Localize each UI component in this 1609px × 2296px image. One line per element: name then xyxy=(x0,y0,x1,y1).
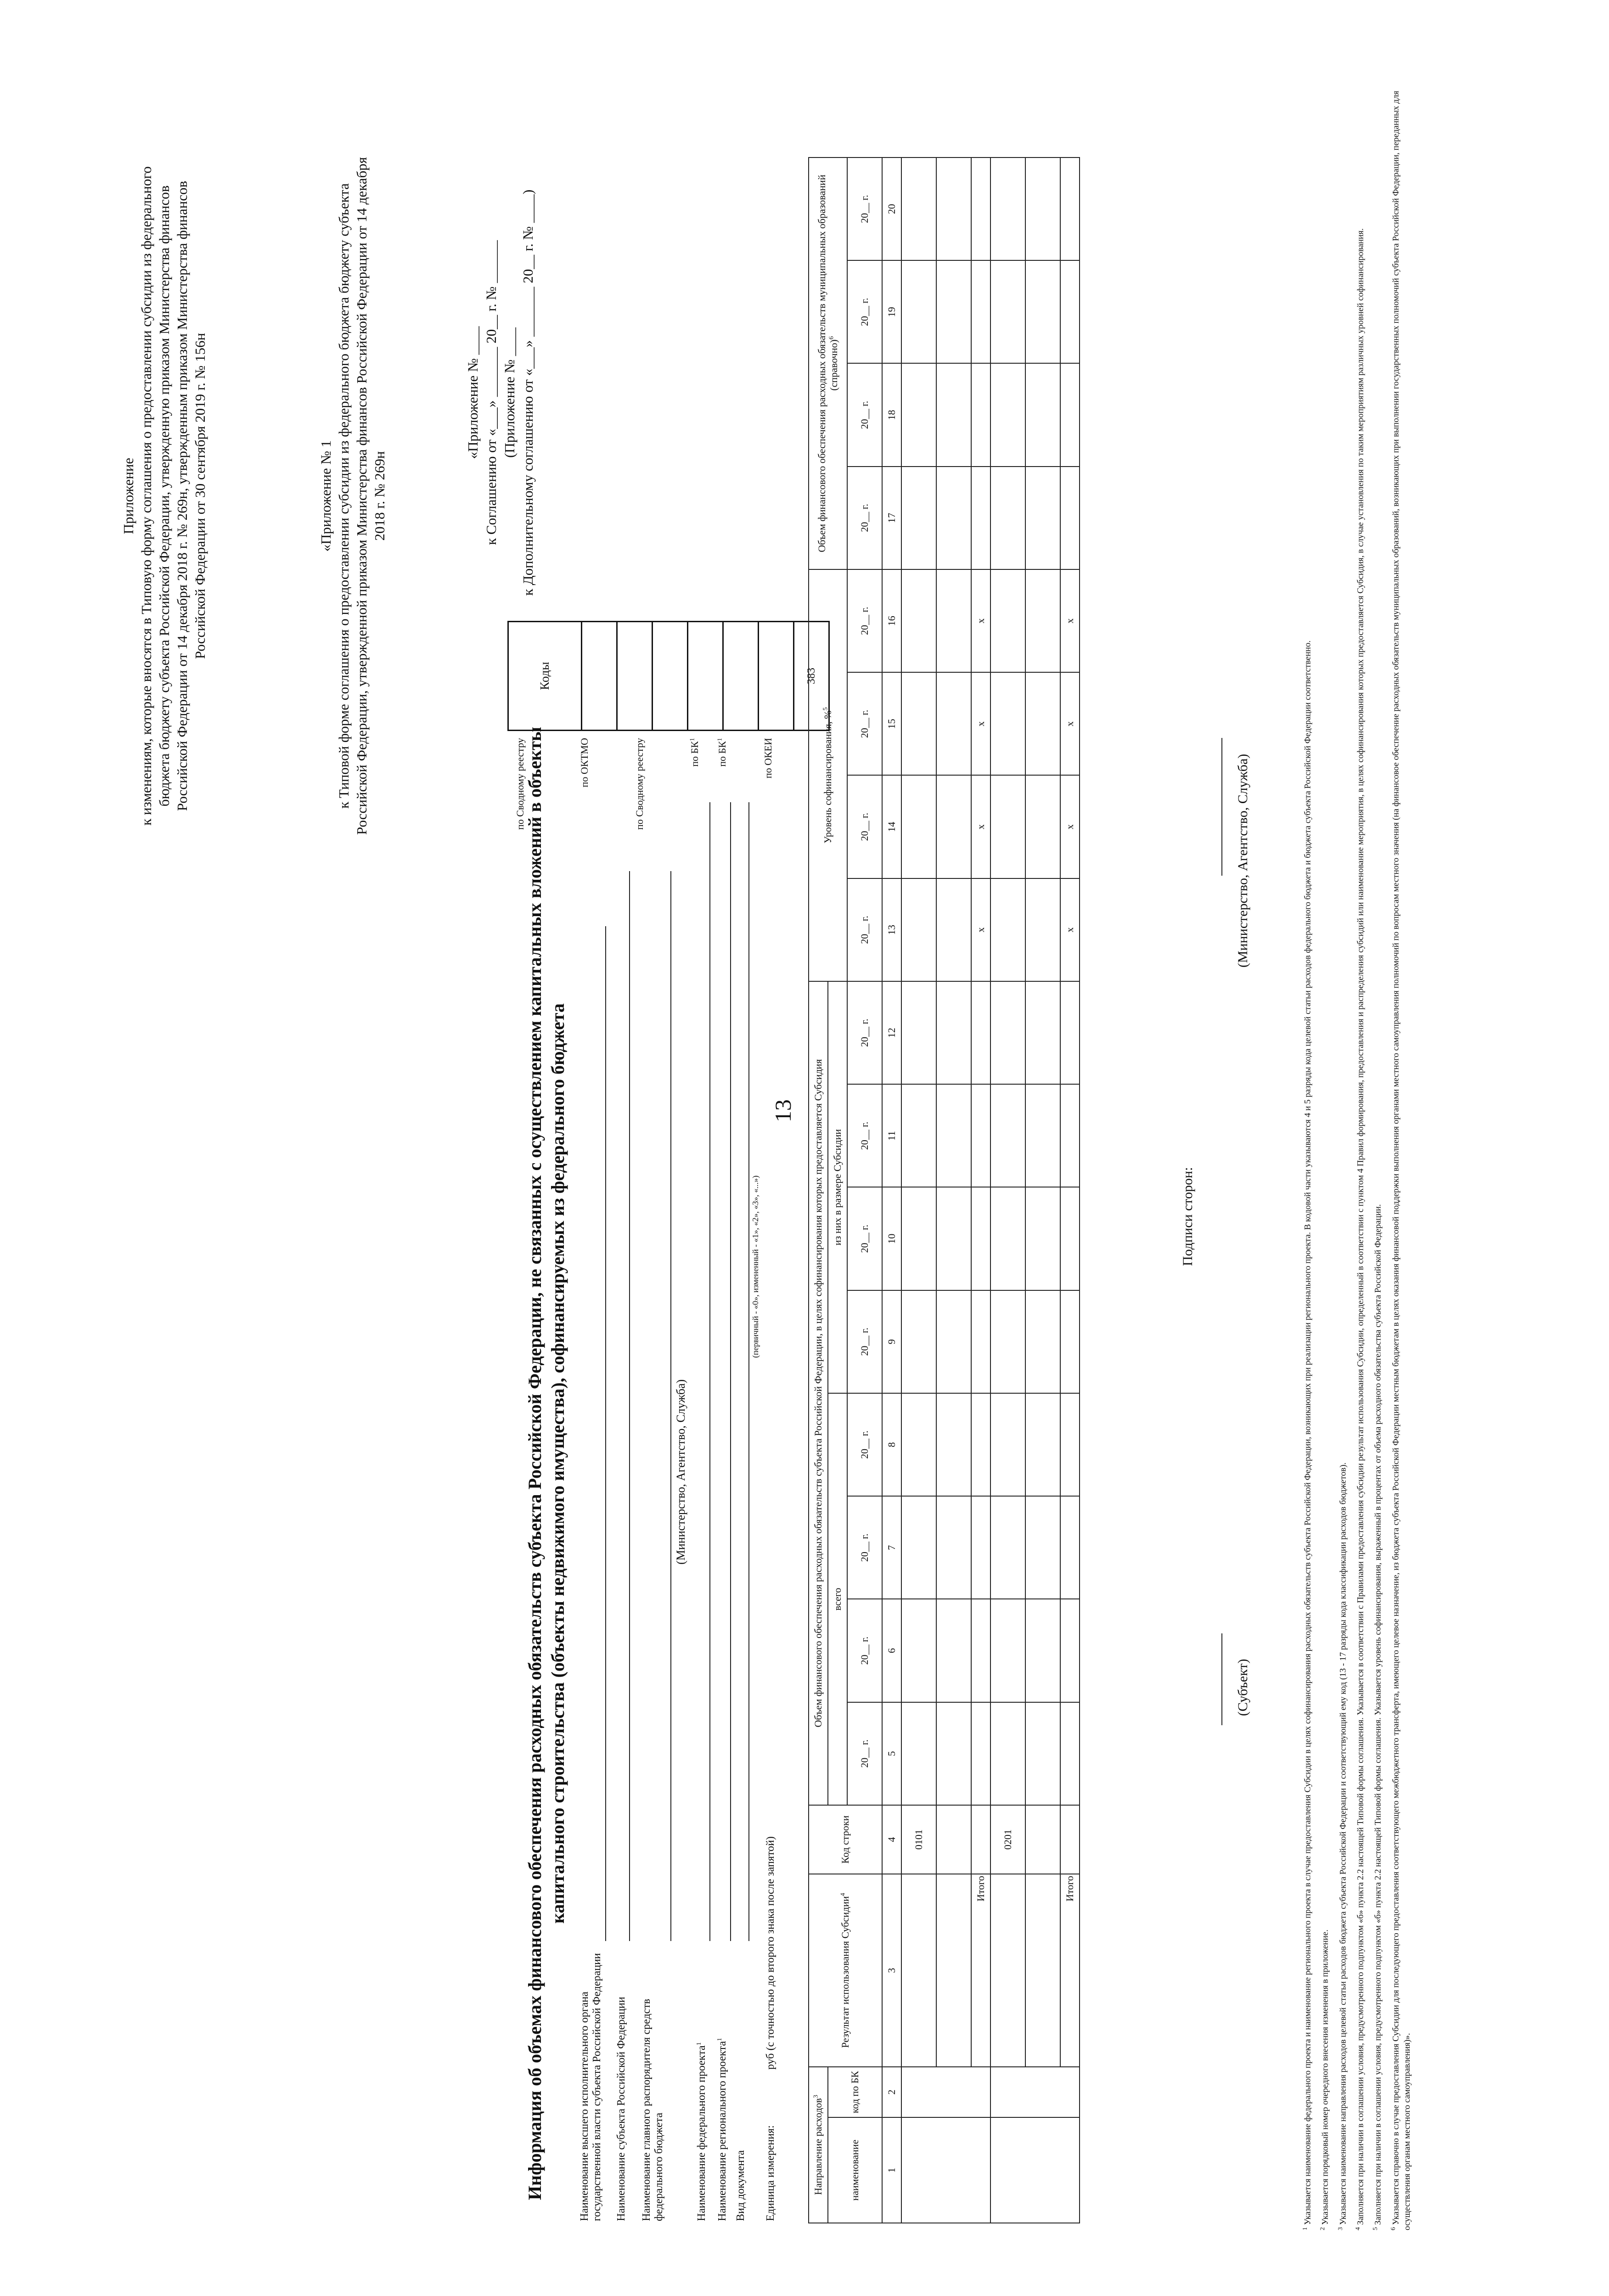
footnote: $^6$ Указывается справочно в случае предоставления Субсидии для последующего предоставления соответствующего межбюджетного трансферта, имеющего целевое назначение, из бюджета субъекта Российской Федерации местным бюджетам в целях оказания финансовой поддержки выполнения органами местного самоуправления полномочий по вопросам местного значения (на финансовое обеспечение расходных обязательств муниципальных образований, возникающих при выполнении государственных полномочий субъекта Российской Федерации, переданных для осуществления органам местного самоуправления)». xyxy=(1390,90,1412,2230)
appendix1-title: «Приложение № 1 xyxy=(318,440,334,552)
field-regional-project: Наименование регионального проекта$^1$ xyxy=(716,2037,728,2221)
cell-x: x xyxy=(971,672,990,775)
agreement-refs xyxy=(464,174,537,611)
appendix-text: к изменениям, которые вносятся в Типовую форму соглашения о предоставлении субсидии из федерального бюджета бюджету субъекта Российской Федерации, утвержденную приказом Министерства финансов Российской Федерации от 14 декабря 2018 г. № 269н, утвержденным приказом Министерства финансов Российской Федерации от 30 сентября 2019 г. № 156н xyxy=(138,166,208,826)
th-level: Уровень софинансирования, %$^5$ xyxy=(809,569,847,981)
cell-row-code xyxy=(1060,1805,1080,1874)
cell-result xyxy=(901,1874,936,2067)
col-num: 16 xyxy=(882,569,901,672)
th-year: 20__ г. xyxy=(847,1393,882,1496)
field-main-manager-note: (Министерство, Агентство, Служба) xyxy=(674,1379,687,1564)
col-num: 1 xyxy=(882,2117,901,2223)
field-unit-label: Единица измерения: xyxy=(765,2125,776,2221)
cell-row-code xyxy=(936,1805,971,1874)
th-year: 20__ г. xyxy=(847,364,882,467)
cell-code-bk xyxy=(901,2067,990,2117)
th-year: 20__ г. xyxy=(847,878,882,981)
th-of-which: из них в размере Субсидии xyxy=(828,981,847,1393)
field-line-4 xyxy=(709,802,710,1941)
th-year: 20__ г. xyxy=(847,467,882,569)
sign-right-label: (Министерство, Агентство, Служба) xyxy=(1235,754,1250,968)
footnote: $^1$ Указывается наименование федерального проекта и наименование регионального проекта в случае предоставления Субсидии в целях софинансирования расходных обязательств субъекта Российской Федерации, возникающих при реализации регионального проекта. В кодовой части указываются 4 и 5 разряды кода целевой статьи расходов федерального бюджета и бюджета субъекта Российской Федерации соответственно. xyxy=(1302,640,1313,2230)
label-svod-1: по Сводному реестру xyxy=(514,738,526,830)
col-num: 12 xyxy=(882,981,901,1084)
th-total: всего xyxy=(828,1393,847,1805)
th-direction: Направление расходов$^3$ xyxy=(809,2067,828,2223)
ref-line-3: (Приложение № ____ xyxy=(501,327,518,458)
cell-row-code: 0201 xyxy=(990,1805,1025,1874)
th-mun: Объем финансового обеспечения расходных обязательств муниципальных образований (справочно)$^6$ xyxy=(809,158,847,569)
col-num: 3 xyxy=(882,1874,901,2067)
code-cell xyxy=(688,622,723,731)
th-year: 20__ г. xyxy=(847,158,882,260)
cell-row-code xyxy=(1025,1805,1060,1874)
field-executive-body: Наименование высшего исполнительного органа государственной власти субъекта Российской Федерации xyxy=(579,1953,603,2221)
col-num: 9 xyxy=(882,1290,901,1393)
label-bk-1: по $БК^1$ xyxy=(689,738,700,767)
code-okei: 383 xyxy=(794,622,829,731)
field-line-6 xyxy=(748,802,749,1941)
footnote: $^5$ Заполняется при наличии в соглашении условия, предусмотренного подпунктом «б» пункта 2.2 настоящей Типовой формы соглашения. Указывается уровень софинансирования, выраженный в процентах от объема расходного обязательства субъекта Российской Федерации. xyxy=(1372,1204,1383,2230)
cell-itogo-label: Итого xyxy=(1060,1874,1080,2067)
field-line-1 xyxy=(605,926,606,1941)
cell-x: x xyxy=(1060,878,1080,981)
cell-x: x xyxy=(971,569,990,672)
col-num: 18 xyxy=(882,364,901,467)
cell-x: x xyxy=(971,878,990,981)
th-year: 20__ г. xyxy=(847,1702,882,1805)
label-oktmo: по ОКТМО xyxy=(579,738,590,788)
col-num: 6 xyxy=(882,1599,901,1702)
col-num: 11 xyxy=(882,1084,901,1187)
code-cell xyxy=(617,622,653,731)
th-year: 20__ г. xyxy=(847,1187,882,1290)
footnote: $^3$ Указывается наименование направления расходов целевой статьи расходов бюджета субъекта Российской Федерации и соответствующий ему код (13 - 17 разряды кода классификации расходов бюджетов). xyxy=(1337,1462,1348,2230)
cell-result xyxy=(1025,1874,1060,2067)
field-unit-value: руб (с точностью до второго знака после запятой) xyxy=(765,1836,776,2070)
th-year: 20__ г. xyxy=(847,776,882,878)
field-line-5 xyxy=(730,802,731,1941)
th-year: 20__ г. xyxy=(847,981,882,1084)
cell-result xyxy=(990,1874,1025,2067)
sign-left-label: (Субъект) xyxy=(1235,1659,1250,1716)
col-num: 7 xyxy=(882,1496,901,1599)
th-year: 20__ г. xyxy=(847,569,882,672)
code-cell xyxy=(723,622,759,731)
field-doc-type-note: (первичный - «0», измененный - «1», «2», «3», «...») xyxy=(751,1175,760,1358)
appendix1-header xyxy=(317,152,388,840)
codes-header: Коды xyxy=(508,622,582,731)
cell-name xyxy=(990,2117,1080,2223)
th-row-code: Код строки xyxy=(809,1805,882,1874)
code-cell xyxy=(759,622,794,731)
sign-line-left xyxy=(1221,1633,1222,1725)
field-line-3 xyxy=(670,871,671,1941)
col-num: 4 xyxy=(882,1805,901,1874)
th-year: 20__ г. xyxy=(847,1496,882,1599)
th-year: 20__ г. xyxy=(847,1084,882,1187)
col-num: 13 xyxy=(882,878,901,981)
codes-table xyxy=(507,621,830,731)
col-num: 8 xyxy=(882,1393,901,1496)
col-num: 5 xyxy=(882,1702,901,1805)
field-federal-project: Наименование федерального проекта$^1$ xyxy=(696,2042,708,2221)
col-num: 15 xyxy=(882,672,901,775)
label-okei: по ОКЕИ xyxy=(762,738,774,779)
signatures-title: Подписи сторон: xyxy=(1180,1167,1195,1266)
footnote: $^4$ Заполняется при наличии в соглашении условия, предусмотренного подпунктом «б» пункта 2.2 настоящей Типовой формы соглашения. Указывается в соответствии с Правилами предоставления субсидии результат использования Субсидии, определенный в соответствии с пунктом 4 Правил формирования, предоставления и распределения субсидий или наименование мероприятия, в целях софинансирования которых предоставляется Субсидия, в случае установления по таким мероприятиям различных уровней софинансирования. xyxy=(1354,228,1366,2230)
appendix-title: Приложение xyxy=(120,457,136,535)
sign-line-right xyxy=(1221,738,1222,876)
appendix-header xyxy=(119,152,209,840)
col-num: 14 xyxy=(882,776,901,878)
th-year: 20__ г. xyxy=(847,1290,882,1393)
cell-row-code xyxy=(971,1805,990,1874)
th-year: 20__ г. xyxy=(847,260,882,363)
cell-x: x xyxy=(1060,569,1080,672)
col-num: 20 xyxy=(882,158,901,260)
label-bk-2: по $БК^1$ xyxy=(716,738,728,767)
cell-result xyxy=(936,1874,971,2067)
cell-name xyxy=(901,2117,990,2223)
ref-line-4: к Дополнительному соглашению от «___» _______ 20__ г. № ____) xyxy=(520,189,536,596)
appendix1-text: к Типовой форме соглашения о предоставлении субсидии из федерального бюджета бюджету субъекта Российской Федерации, утвержденной приказом Министерства финансов Российской Федерации от 14 декабря 2018 г. № 269н xyxy=(336,157,388,835)
cell-x: x xyxy=(1060,672,1080,775)
col-num: 17 xyxy=(882,467,901,569)
cell-row-code: 0101 xyxy=(901,1805,936,1874)
cell-code-bk xyxy=(990,2067,1080,2117)
main-table xyxy=(808,157,1080,2223)
th-year: 20__ г. xyxy=(847,1599,882,1702)
field-doc-type: Вид документа xyxy=(735,2150,747,2221)
col-num: 10 xyxy=(882,1187,901,1290)
document-title: Информация об объемах финансового обеспечения расходных обязательств субъекта Российской Федерации, не связанных с осуществлением капитальных вложений в объекты капитального строительства (объекты недвижимого имущества), софинансируемых из федерального бюджета xyxy=(524,726,568,2200)
page-number: 13 xyxy=(770,1099,796,1122)
label-svod-2: по Сводному реестру xyxy=(634,738,645,830)
footnote: $^2$ Указывается порядковый номер очередного внесения изменения в приложение. xyxy=(1319,1930,1330,2230)
th-name: наименование xyxy=(828,2117,882,2223)
code-cell xyxy=(653,622,688,731)
cell-x: x xyxy=(1060,776,1080,878)
cell-x: x xyxy=(971,776,990,878)
code-cell xyxy=(582,622,617,731)
th-result: Результат использования Субсидии$^4$ xyxy=(809,1874,882,2067)
col-num: 2 xyxy=(882,2067,901,2117)
field-main-manager: Наименование главного распорядителя средств федерального бюджета xyxy=(641,1998,665,2221)
ref-line-1: «Приложение № ____ xyxy=(465,326,481,459)
th-code-bk: код по БК xyxy=(828,2067,882,2117)
field-line-2 xyxy=(629,871,630,1941)
field-subject: Наименование субъекта Российской Федерации xyxy=(615,1997,627,2221)
th-volume: Объем финансового обеспечения расходных обязательств субъекта Российской Федерации, в целях софинансирования которых предоставляется Субсидия xyxy=(809,981,828,1805)
col-num: 19 xyxy=(882,260,901,363)
ref-line-2: к Соглашению от «___» _______ 20__ г. № ______ xyxy=(483,240,499,545)
th-year: 20__ г. xyxy=(847,672,882,775)
footnotes xyxy=(1300,72,1417,2230)
cell-itogo-label: Итого xyxy=(971,1874,990,2067)
